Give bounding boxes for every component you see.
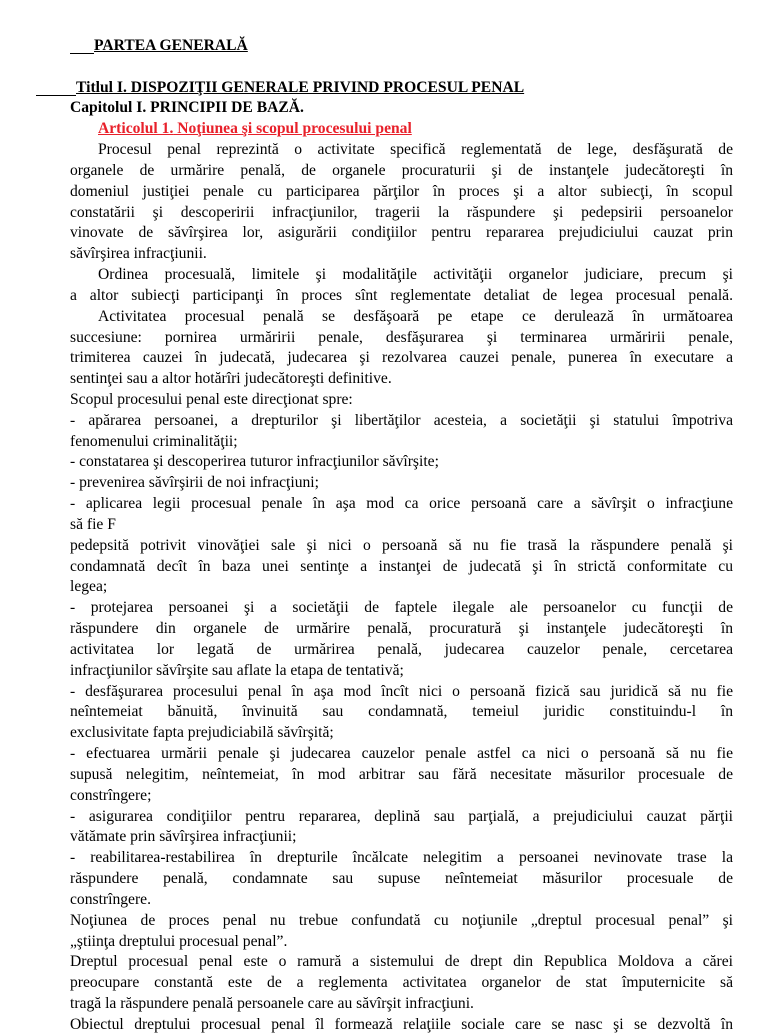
- body-line: Activitatea procesual penală se desfăşoară pe etape ce derulează în următoarea: [98, 308, 733, 325]
- body-line: constatării şi descoperirii infracţiunilor, tragerii la răspundere şi pedepsirii persoanelor: [70, 204, 733, 221]
- body-line: activitatea lor legată de urmărirea penală, judecarea cauzelor penale, cercetarea: [70, 641, 733, 658]
- part-heading: PARTEA GENERALĂ: [94, 37, 248, 54]
- body-line: Scopul procesului penal este direcţionat spre:: [70, 391, 353, 408]
- title-heading: Titlul I. DISPOZIŢII GENERALE PRIVIND PROCESUL PENAL: [76, 79, 525, 96]
- body-line: preocupare constantă este de a reglementa activitatea organelor de stat împuternicite să: [70, 974, 733, 991]
- body-line: - prevenirea săvîrşirii de noi infracţiuni;: [70, 474, 319, 491]
- body-line: condamnată decît în baza unei sentinţe a instanţei de judecată şi în strictă conformitate cu: [70, 558, 733, 575]
- body-line: sentinţei sau a altor hotărîri judecătoreşti definitive.: [70, 370, 392, 387]
- body-line: constrîngere.: [70, 891, 151, 908]
- body-line: organele de urmărire penală, de organele procuraturii şi de instanţele judecătoreşti în: [70, 162, 733, 179]
- part-underline-lead: [70, 53, 94, 54]
- body-line: constrîngere;: [70, 787, 152, 804]
- body-line: legea;: [70, 578, 108, 595]
- body-line: Procesul penal reprezintă o activitate specifică reglementată de lege, desfăşurată de: [98, 141, 733, 158]
- body-line: trimiterea cauzei în judecată, judecarea şi rezolvarea cauzei penale, punerea în executare a: [70, 349, 733, 366]
- body-line: „ştiinţa dreptului procesual penal”.: [70, 933, 288, 950]
- body-line: Noţiunea de proces penal nu trebue confundată cu noţiunile „dreptul procesual penal” şi: [70, 912, 733, 929]
- body-line: - asigurarea condiţiilor pentru repararea, deplină sau parţială, a prejudiciului cauzat părţii: [70, 808, 733, 825]
- body-line: domeniul justiţiei penale cu participarea părţilor în proces şi a altor subiecţi, în scopul: [70, 183, 733, 200]
- title-underline-lead: [36, 95, 76, 96]
- body-line: fenomenului criminalităţii;: [70, 433, 238, 450]
- body-line: - desfăşurarea procesului penal în aşa mod încît nici o persoană fizică sau juridică să nu fie: [70, 683, 733, 700]
- body-line: succesiune: pornirea urmăririi penale, desfăşurarea şi terminarea urmăririi penale,: [70, 329, 733, 346]
- body-line: răspundere penală, condamnate sau supuse neîntemeiat măsurilor procesuale de: [70, 870, 733, 887]
- body-line: vinovate de săvîrşirea lor, asigurării condiţiilor pentru repararea prejudiciului cauzat prin: [70, 224, 733, 241]
- body-line: tragă la răspundere penală persoanele care au săvîrşit infracţiuni.: [70, 995, 474, 1012]
- body-line: - aplicarea legii procesual penale în aşa mod ca orice persoană care a săvîrşit o infracţiune: [70, 495, 733, 512]
- body-line: - apărarea persoanei, a drepturilor şi libertăţilor acesteia, a societăţii şi statului împotriva: [70, 412, 733, 429]
- chapter-heading: Capitolul I. PRINCIPII DE BAZĂ.: [70, 99, 304, 116]
- body-line: săvîrşirea infracţiunii.: [70, 245, 207, 262]
- article-heading: [98, 119, 412, 140]
- body-line: - efectuarea urmării penale şi judecarea cauzelor penale astfel ca nici o persoană să nu fie: [70, 745, 733, 762]
- body-line: pedepsită potrivit vinovăţiei sale şi nici o persoană să nu fie trasă la răspundere penală şi: [70, 537, 733, 554]
- body-line: să fie F: [70, 516, 116, 533]
- article-title: Noţiunea şi scopul procesului penal: [173, 120, 412, 137]
- body-line: vătămate prin săvîrşirea infracţiunii;: [70, 828, 297, 845]
- body-line: infracţiunilor săvîrşite sau aflate la etapa de tentativă;: [70, 662, 404, 679]
- body-line: - protejarea persoanei şi a societăţii de faptele ilegale ale persoanelor cu funcţii de: [70, 599, 733, 616]
- body-line: neîntemeiat bănuită, învinuită sau condamnată, temeiul juridic constituindu-l în: [70, 703, 733, 720]
- body-line: exclusivitate fapta prejudiciabilă săvîrşită;: [70, 724, 334, 741]
- body-line: - reabilitarea-restabilirea în drepturile încălcate nelegitim a persoanei nevinovate trase la: [70, 849, 733, 866]
- body-line: răspundere din organele de urmărire penală, procuratură şi instanţele judecătoreşti în: [70, 620, 733, 637]
- article-number: Articolul 1.: [98, 120, 174, 137]
- body-line: Obiectul dreptului procesual penal îl formează relaţiile sociale care se nasc şi se dezvoltă în: [70, 1016, 733, 1033]
- body-line: Ordinea procesuală, limitele şi modalităţile activităţii organelor judiciare, precum şi: [98, 266, 733, 283]
- body-line: a altor subiecţi participanţi în proces sînt reglementate detaliat de legea procesual penală.: [70, 287, 733, 304]
- body-line: supusă nelegitim, neîntemeiat, în mod arbitrar sau fără necesitate măsurilor procesuale de: [70, 766, 733, 783]
- body-line: - constatarea şi descoperirea tuturor infracţiunilor săvîrşite;: [70, 453, 439, 470]
- body-line: Dreptul procesual penal este o ramură a sistemului de drept din Republica Moldova a cărei: [70, 953, 733, 970]
